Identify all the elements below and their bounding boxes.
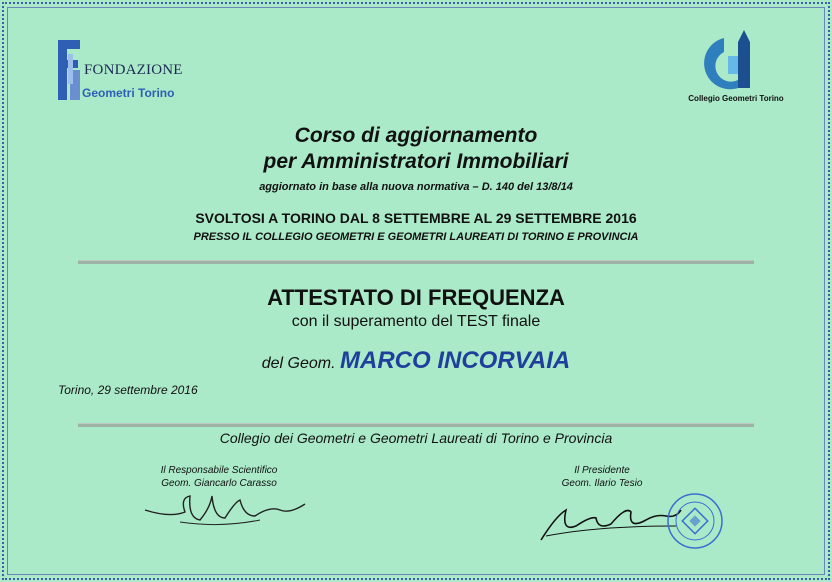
course-note: aggiornato in base alla nuova normativa – D. 140 del 13/8/14 <box>259 181 573 193</box>
course-dates: SVOLTOSI A TORINO DAL 8 SETTEMBRE AL 29 SETTEMBRE 2016 <box>195 210 637 226</box>
place-date: Torino, 29 settembre 2016 <box>58 383 198 397</box>
signature-right-icon <box>536 496 686 546</box>
recipient-name: MARCO INCORVAIA <box>340 347 571 374</box>
divider <box>78 423 754 427</box>
signature-left-icon <box>140 488 310 528</box>
signatory-right <box>512 464 692 490</box>
signatory-right-name: Geom. Ilario Tesio <box>561 478 643 489</box>
issuer: Collegio dei Geometri e Geometri Laureati di Torino e Provincia <box>219 430 613 446</box>
certificate-title: ATTESTATO DI FREQUENZA <box>267 285 565 310</box>
recipient-line <box>0 347 832 375</box>
certificate-subtitle: con il superamento del TEST finale <box>291 313 541 330</box>
logo-left-line2: Geometri Torino <box>82 86 175 100</box>
signatory-left <box>114 464 324 490</box>
course-venue: PRESSO IL COLLEGIO GEOMETRI E GEOMETRI LAUREATI DI TORINO E PROVINCIA <box>193 231 639 243</box>
course-title-line2: per Amministratori Immobiliari <box>263 150 569 173</box>
divider <box>78 260 754 264</box>
course-title-line1: Corso di aggiornamento <box>294 124 538 147</box>
signatory-left-role: Il Responsabile Scientifico <box>160 465 278 476</box>
recipient-prefix: del Geom. <box>261 355 336 372</box>
signatory-right-role: Il Presidente <box>574 465 630 476</box>
signatory-left-name: Geom. Giancarlo Carasso <box>161 478 277 489</box>
logo-left-line1: FONDAZIONE <box>84 62 183 78</box>
stamp-icon <box>666 492 724 550</box>
logo-right-caption: Collegio Geometri Torino <box>688 94 784 103</box>
